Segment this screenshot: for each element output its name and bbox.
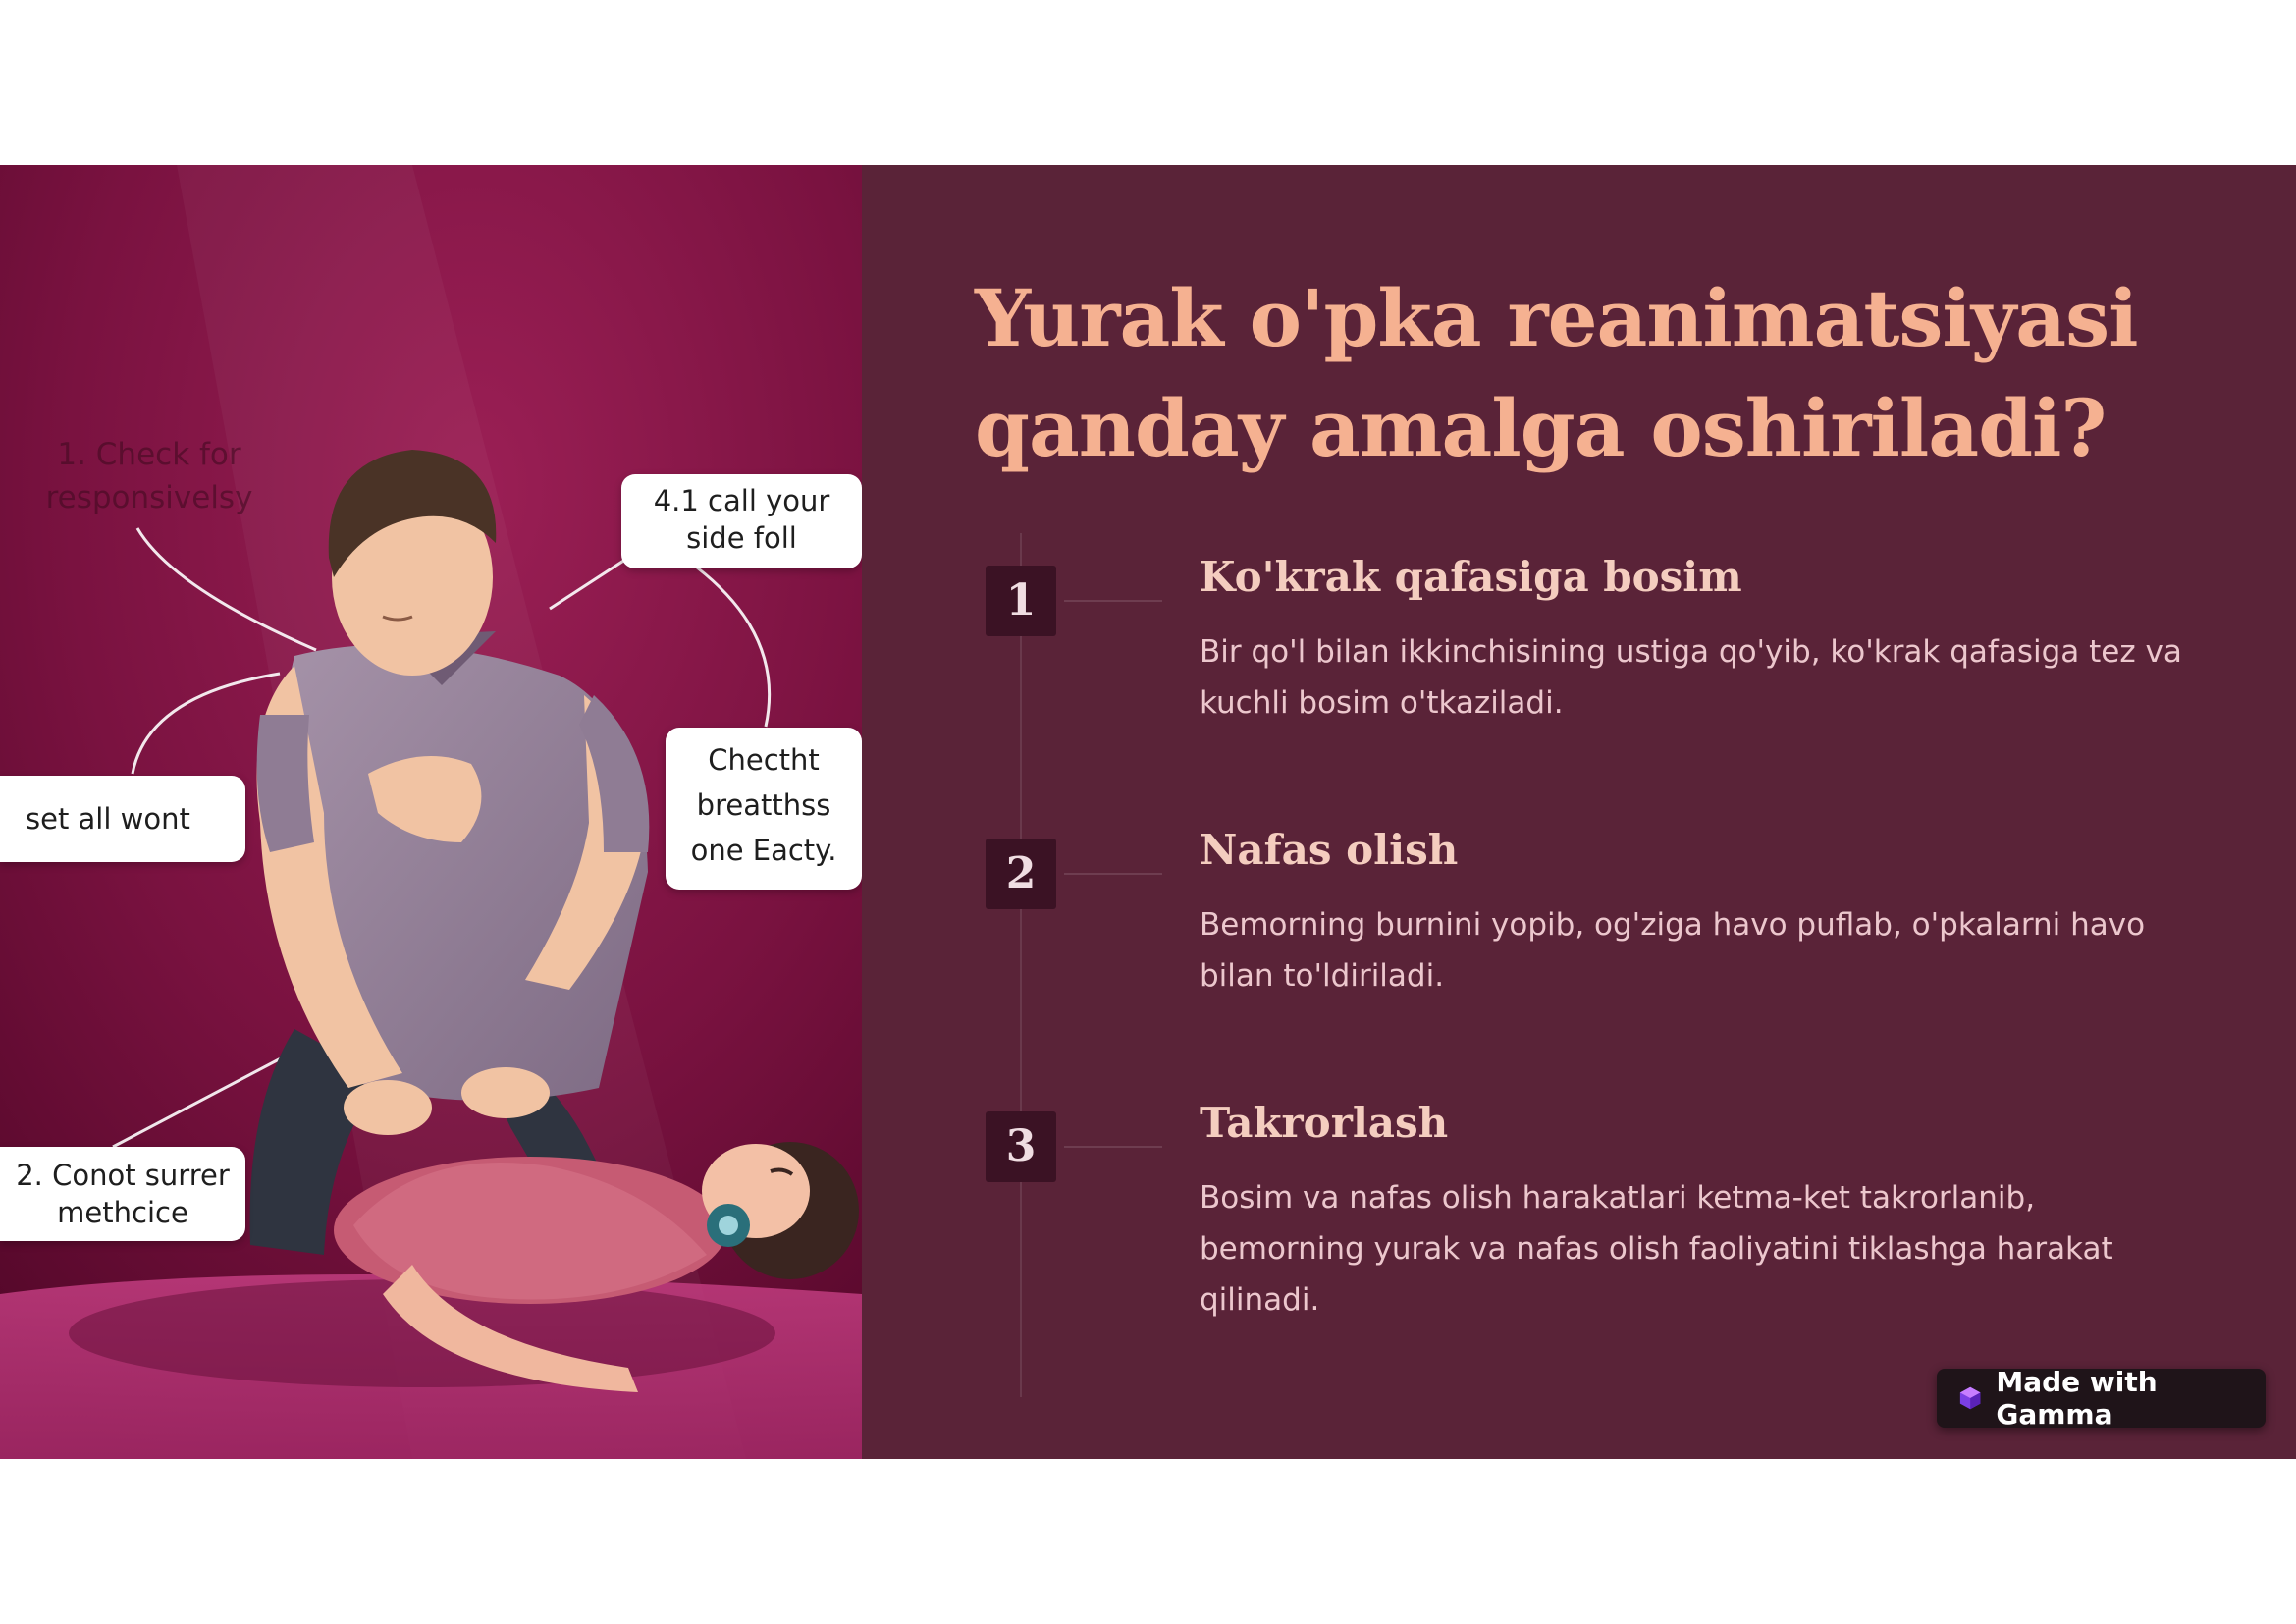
step-number: 1 [986, 566, 1056, 636]
step-number: 2 [986, 839, 1056, 909]
callout-check-line-1: Chectht [708, 743, 820, 777]
made-with-gamma-badge[interactable] [1937, 1366, 2266, 1431]
cpr-illustration [0, 165, 862, 1459]
callout-check-breaths [666, 728, 862, 890]
gamma-logo-icon [1958, 1385, 1982, 1411]
step-connector [1064, 1146, 1162, 1148]
slide [0, 165, 2296, 1459]
callout-call [621, 474, 862, 568]
callout-conot [0, 1147, 245, 1241]
step-description: Bemorning burnini yopib, og'ziga havo puflab, o'pkalarni havo bilan to'ldiriladi. [1200, 907, 2146, 994]
step-connector [1064, 873, 1162, 875]
step-description: Bir qo'l bilan ikkinchisining ustiga qo'yib, ko'krak qafasiga tez va kuchli bosim o'tkaziladi. [1200, 634, 2182, 721]
step-heading: Ko'krak qafasiga bosim [1200, 553, 1742, 601]
callout-set [0, 776, 245, 862]
step-heading: Nafas olish [1200, 826, 1459, 874]
faded-step-label: 1. Check for responsivelsy [45, 437, 253, 515]
callout-conot-line-1: 2. Conot surrer [16, 1159, 230, 1192]
step-number: 3 [986, 1111, 1056, 1182]
step-heading: Takrorlash [1200, 1099, 1449, 1147]
callout-check-line-3: one Eacty. [690, 834, 837, 867]
callout-conot-line-2: methcice [57, 1196, 188, 1229]
timeline-line [1020, 533, 1022, 1397]
step-description: Bosim va nafas olish harakatlari ketma-ket takrorlanib, bemorning yurak va nafas olish faoliyatini tiklashga harakat qilinadi. [1200, 1180, 2113, 1318]
callout-set-line-1: set all wont [26, 802, 190, 836]
callout-call-line-2: side foll [686, 521, 797, 555]
callout-check-line-2: breatthss [696, 788, 831, 822]
step-connector [1064, 600, 1162, 602]
badge-label: Made with Gamma [1996, 1366, 2158, 1431]
slide-title: Yurak o'pka reanimatsiyasi qanday amalga oshiriladi? [975, 272, 2138, 474]
callout-call-line-1: 4.1 call your [653, 484, 830, 517]
